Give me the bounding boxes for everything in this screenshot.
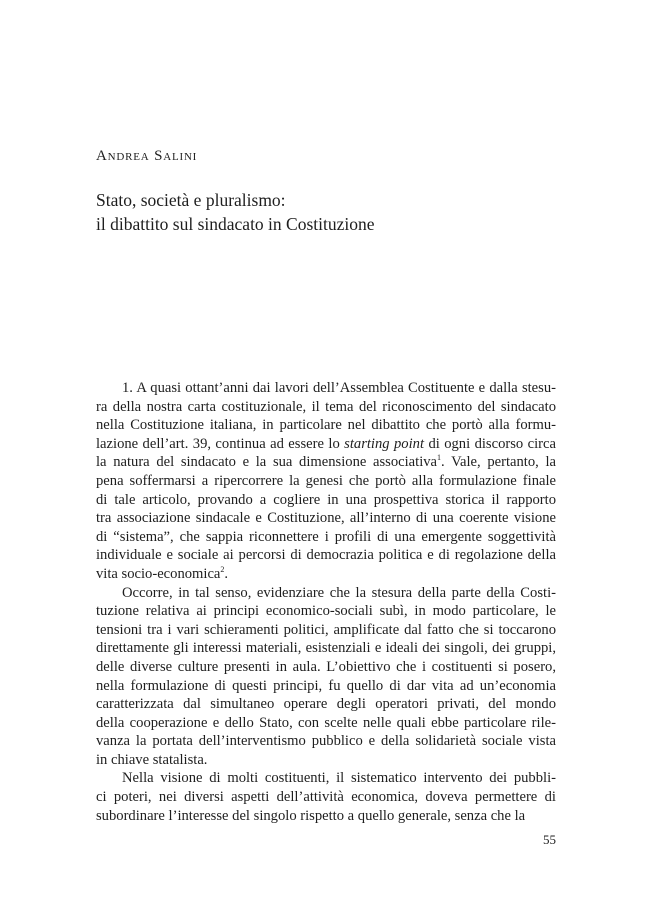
text-line: pena soffermarsi a ripercorrere la genesi che portò alla formulazione finale — [96, 472, 556, 489]
author-name: Andrea Salini — [96, 148, 198, 164]
article-title — [96, 188, 556, 236]
paragraph — [96, 584, 556, 770]
text-line: caratterizzata dal simultaneo operare degli operatori privati, del mondo — [96, 696, 556, 713]
paragraph — [96, 769, 556, 825]
text-line: della cooperazione e dello Stato, con scelte nelle quali ebbe particolare rile- — [96, 714, 556, 731]
text-line: 1. A quasi ottant’anni dai lavori dell’Assemblea Costituente e dalla stesu- — [122, 380, 556, 396]
text-line: individuale e sociale ai percorsi di democrazia politica e di regolazione della — [96, 547, 556, 564]
text-line: delle diverse culture presenti in aula. L’obiettivo che i costituenti si posero, — [96, 658, 556, 675]
text-line: Nella visione di molti costituenti, il sistematico intervento dei pubbli- — [122, 770, 556, 787]
text-line: nella Costituzione italiana, in particolare nel dibattito che portò alla formu- — [96, 417, 556, 434]
text-line: tensioni tra i vari schieramenti politici, amplificate dal fatto che si toccarono — [96, 621, 556, 638]
body-text — [96, 379, 556, 825]
text-line: vita socio-economica$^2$. — [96, 565, 229, 582]
text-line: di “sistema”, che sappia riconnettere i profili di una emergente soggettività — [96, 528, 556, 545]
text-line: direttamente gli interessi materiali, esistenziali e ideali dei singoli, dei gruppi, — [96, 640, 556, 657]
text-line: nella formulazione di questi principi, fu quello di dar vita ad un’economia — [96, 677, 556, 694]
text-line: tra associazione sindacale e Costituzione, all’interno di una coerente visione — [96, 510, 556, 527]
text-line: lazione dell’art. 39, continua ad essere lo starting point di ogni discorso circa — [96, 435, 556, 452]
title-line: il dibattito sul sindacato in Costituzione — [96, 214, 375, 234]
title-line: Stato, società e pluralismo: — [96, 190, 286, 210]
text-line: subordinare l’interesse del singolo rispetto a quello generale, senza che la — [96, 807, 526, 824]
text-line: in chiave statalista. — [96, 751, 208, 768]
paragraph — [96, 379, 556, 584]
text-line: la natura del sindacato e la sua dimensione associativa$^1$. Vale, pertanto, la — [96, 453, 556, 471]
text-line: Occorre, in tal senso, evidenziare che la stesura della parte della Costi- — [122, 584, 556, 601]
text-line: ci poteri, nei diversi aspetti dell’attività economica, doveva permettere di — [96, 789, 556, 806]
text-line: ra della nostra carta costituzionale, il tema del riconoscimento del sindacato — [96, 398, 556, 415]
text-line: vanza la portata dell’interventismo pubblico e della solidarietà sociale vista — [96, 733, 556, 750]
text-line: di tale articolo, provando a cogliere in una prospettiva storica il rapporto — [96, 491, 556, 508]
text-line: tuzione relativa ai principi economico-sociali subì, in modo particolare, le — [96, 603, 556, 620]
page-number: 55 — [543, 832, 556, 847]
